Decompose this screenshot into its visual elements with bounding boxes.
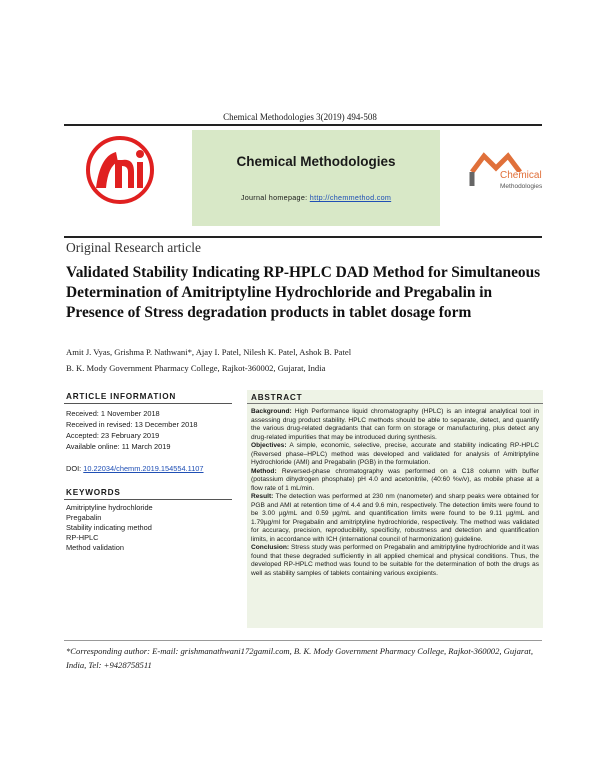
journal-title: Chemical Methodologies bbox=[236, 154, 396, 169]
online-date: Available online: 11 March 2019 bbox=[66, 442, 171, 451]
doi bbox=[66, 464, 204, 473]
keyword-item: Pregabalin bbox=[66, 513, 102, 522]
received-date: Received: 1 November 2018 bbox=[66, 409, 160, 418]
abstract-box bbox=[247, 390, 543, 628]
affiliation: B. K. Mody Government Pharmacy College, Rajkot-360002, Gujarat, India bbox=[66, 363, 326, 373]
logo-right-line2: Methodologies bbox=[500, 183, 543, 190]
journal-reference: Chemical Methodologies 3(2019) 494-508 bbox=[223, 112, 377, 122]
article-type: Original Research article bbox=[66, 240, 201, 255]
abstract-text bbox=[251, 408, 539, 578]
keywords-heading: KEYWORDS bbox=[66, 488, 121, 497]
article-info-heading: ARTICLE INFORMATION bbox=[66, 392, 177, 401]
logo-right-line1: Chemical bbox=[500, 170, 542, 181]
abstract-rule bbox=[247, 403, 543, 404]
journal-logo-right bbox=[466, 142, 546, 202]
doi-label: DOI: bbox=[66, 464, 82, 473]
abstract-objectives: Objectives: A simple, economic, selective, precise, accurate and stability indicating RP-HPLC (Reversed phase–HPLC) method was developed and validated for analysis of Amitriptyline Hydrochloride (AMI) and Pregabalin (PGB) in the formulation. bbox=[251, 442, 539, 466]
corresponding-author-footnote: *Corresponding author: E-mail: grishmanathwani172gamil.com, B. K. Mody Government Pharmacy College, Rajkot-360002, Gujarat, India, Tel: +9428758511 bbox=[66, 646, 534, 670]
homepage-link[interactable]: http://chemmethod.com bbox=[309, 193, 392, 202]
homepage-label: Journal homepage: bbox=[240, 193, 308, 202]
abstract-heading: ABSTRACT bbox=[251, 393, 303, 402]
paper-title: Validated Stability Indicating RP-HPLC DAD Method for Simultaneous Determination of Amitriptyline Hydrochloride and Pregabalin in Presence of Stress degradation products in tablet dosage form bbox=[66, 264, 541, 321]
result-label: Result: bbox=[251, 493, 274, 500]
abstract-result: Result: The detection was performed at 230 nm (nanometer) and sharp peaks were obtained for PGB and AMI at retention time of 4.4 and 9.6 min, respectively. The detection limits were found to be 3.00 µg/mL and 0.59 µg/mL and quantification limits were found to be 9.11 µg/mL and 1.79µg/ml for Pregabalin and amitriptyline hydrochloride, respectively. The method was validated for accuracy, precision, reproducibility, specificity, robustness and detection and quantification limits, in accordance with ICH (international council of harmonization) guideline. bbox=[251, 493, 540, 543]
doi-link[interactable]: 10.22034/chemm.2019.154554.1107 bbox=[83, 464, 204, 473]
keywords-rule bbox=[64, 499, 232, 500]
article-info-rule bbox=[64, 403, 232, 404]
conclusion-label: Conclusion: bbox=[251, 544, 290, 551]
objectives-label: Objectives: bbox=[251, 442, 287, 449]
sami-logo-icon bbox=[82, 132, 158, 208]
accepted-date: Accepted: 23 February 2019 bbox=[66, 431, 160, 440]
journal-homepage bbox=[192, 193, 440, 202]
keyword-item: RP-HPLC bbox=[66, 533, 99, 542]
keyword-item: Stability indicating method bbox=[66, 523, 152, 532]
header-rule bbox=[64, 124, 542, 126]
footnote-rule bbox=[64, 640, 542, 641]
revised-date: Received in revised: 13 December 2018 bbox=[66, 420, 198, 429]
background-label: Background: bbox=[251, 408, 292, 415]
abstract-background: Background: High Performance liquid chromatography (HPLC) is an integral analytical tool in assessing drug product stability. HPLC methods should be able to separate, detect, and quantify the various drug-related degradants that can form on storage or manufacturing, plus detect any drug-related impurities that may be introduced during synthesis. bbox=[251, 408, 539, 441]
journal-banner bbox=[192, 130, 440, 226]
abstract-method: Method: Reversed-phase chromatography was performed on a C18 column with buffer (potassium dihydrogen phosphate) pH 4.0 and acetonitrile, (40:60 %v/v), as mobile phase at a flow rate of 1 mL/min. bbox=[251, 467, 539, 492]
keyword-item: Amitriptyline hydrochloride bbox=[66, 503, 153, 512]
abstract-conclusion: Conclusion: Stress study was performed on Pregabalin and amitriptyline hydrochloride and it was found that these degraded sufficiently in all applied chemical and physical conditions. Thus, the developed RP-HPLC method was found to be suitable for the determination of both the drugs as well as stability samples of tablets containing various excipients. bbox=[251, 544, 539, 577]
authors: Amit J. Vyas, Grishma P. Nathwani*, Ajay I. Patel, Nilesh K. Patel, Ashok B. Patel bbox=[66, 347, 352, 357]
method-label: Method: bbox=[251, 467, 277, 475]
journal-logo-left bbox=[82, 132, 158, 208]
title-rule bbox=[64, 236, 542, 238]
keyword-item: Method validation bbox=[66, 543, 124, 552]
